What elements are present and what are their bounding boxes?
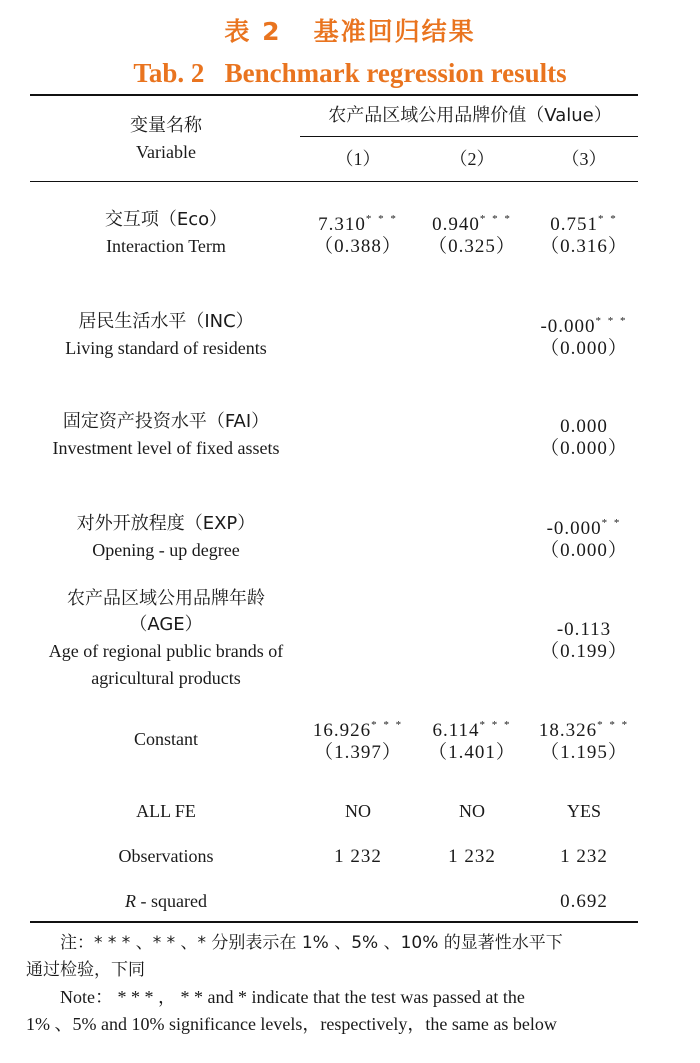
- row-age-label-cn-2: （AGE）: [129, 614, 203, 635]
- row-exp-coef-3: -0.000* *: [546, 517, 622, 539]
- header-col-2: （2）: [449, 149, 495, 169]
- header-col-3: （3）: [561, 149, 607, 169]
- row-obs-value-2: 1 232: [448, 846, 496, 867]
- top-rule: [30, 94, 638, 96]
- row-eco-se-2: （0.325）: [428, 236, 516, 257]
- note-cn: [26, 930, 646, 984]
- table-title-cn: 表 2 基准回归结果: [224, 17, 476, 46]
- row-exp-se-3: （0.000）: [540, 540, 628, 561]
- row-inc-label-en: Living standard of residents: [65, 338, 267, 358]
- row-obs-value-1: 1 232: [334, 846, 382, 867]
- row-constant-coef-2: 6.114* * *: [432, 719, 512, 741]
- row-inc-se-3: （0.000）: [540, 338, 628, 359]
- row-constant-coef-3: 18.326* * *: [538, 719, 630, 741]
- row-fai-label-cn: 固定资产投资水平（FAI）: [62, 411, 270, 432]
- row-age-label-en: Age of regional public brands of: [48, 641, 284, 661]
- row-constant-se-2: （1.401）: [428, 742, 516, 763]
- bottom-rule: [30, 921, 638, 923]
- header-value-group: 农产品区域公用品牌价值（Value）: [328, 105, 612, 126]
- row-eco-label-cn: 交互项（Eco）: [104, 209, 228, 230]
- row-obs-label: Observations: [118, 846, 214, 866]
- row-exp-label-cn: 对外开放程度（EXP）: [76, 513, 256, 534]
- note-cn-line-1: 注：* * * 、* * 、* 分别表示在 1% 、5% 、10% 的显著性水平下: [60, 933, 563, 953]
- row-eco-se-1: （0.388）: [314, 236, 402, 257]
- row-eco-coef-3: 0.751* *: [550, 213, 618, 235]
- row-eco-coef-1: 7.310* * *: [318, 213, 398, 235]
- row-age-se-3: （0.199）: [540, 641, 628, 662]
- row-fai-coef-3: 0.000: [560, 416, 608, 437]
- table-title-en: Tab. 2 Benchmark regression results: [133, 58, 567, 88]
- row-fai-label-en: Investment level of fixed assets: [52, 438, 280, 458]
- row-exp-label-en: Opening - up degree: [92, 540, 240, 560]
- header-sub-rule: [300, 136, 638, 137]
- note-cn-line-2: 通过检验，下同: [26, 960, 145, 980]
- row-obs-value-3: 1 232: [560, 846, 608, 867]
- note-en-line-1: Note： * * * ， * * and * indicate that the test was passed at the: [60, 987, 525, 1007]
- row-constant-se-3: （1.195）: [540, 742, 628, 763]
- row-eco-label-en: Interaction Term: [106, 236, 226, 256]
- row-age-label-cn: 农产品区域公用品牌年龄: [67, 588, 265, 609]
- note-en-line-2: 1% 、5% and 10% significance levels，respectively，the same as below: [26, 1014, 557, 1034]
- row-inc-coef-3: -0.000* * *: [540, 315, 628, 337]
- row-fe-label: ALL FE: [136, 801, 196, 821]
- header-rule: [30, 181, 638, 182]
- row-eco-se-3: （0.316）: [540, 236, 628, 257]
- row-constant-se-1: （1.397）: [314, 742, 402, 763]
- row-fe-value-1: NO: [345, 801, 371, 821]
- row-constant-label: Constant: [133, 729, 198, 749]
- row-fe-value-3: YES: [566, 801, 601, 821]
- row-age-coef-3: -0.113: [556, 619, 612, 640]
- row-r2-value-3: 0.692: [560, 891, 608, 912]
- header-col-1: （1）: [335, 149, 381, 169]
- header-variable-en: Variable: [136, 142, 196, 162]
- row-constant-coef-1: 16.926* * *: [312, 719, 404, 741]
- row-eco-coef-2: 0.940* * *: [432, 213, 512, 235]
- header-variable-cn: 变量名称: [130, 115, 202, 136]
- row-r2-label: R - squared: [125, 891, 207, 911]
- row-fai-se-3: （0.000）: [540, 438, 628, 459]
- row-inc-label-cn: 居民生活水平（INC）: [78, 311, 254, 332]
- note-en: [26, 984, 646, 1038]
- row-fe-value-2: NO: [459, 801, 485, 821]
- row-age-label-en-2: agricultural products: [91, 668, 241, 688]
